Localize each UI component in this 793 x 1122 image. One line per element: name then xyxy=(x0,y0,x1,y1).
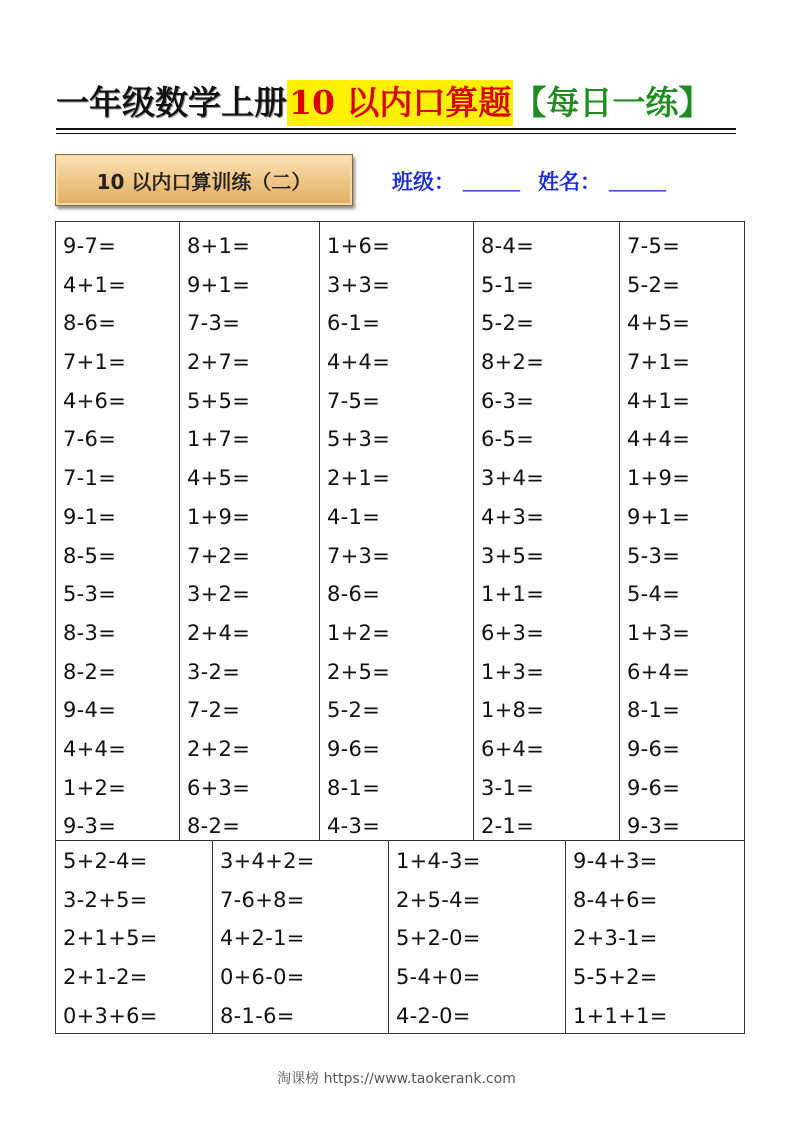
problem-item: 8+2= xyxy=(481,350,545,375)
problem-item: 3-2= xyxy=(187,659,241,684)
problem-item: 4+4= xyxy=(63,736,127,761)
problem-item: 7-2= xyxy=(187,698,241,723)
problem-item: 7+3= xyxy=(327,543,391,568)
problem-item: 1+7= xyxy=(187,427,251,452)
problem-item: 4+2-1= xyxy=(220,926,305,951)
problem-item: 4-1= xyxy=(327,504,381,529)
problem-item: 8-6= xyxy=(327,582,381,607)
problem-item: 7+2= xyxy=(187,543,251,568)
problem-item: 1+4-3= xyxy=(396,849,481,873)
problem-item: 8-3= xyxy=(63,620,117,645)
problem-item: 3+5= xyxy=(481,543,545,568)
problem-item: 6-3= xyxy=(481,388,535,413)
problem-item: 9-6= xyxy=(627,775,681,800)
problem-item: 4+1= xyxy=(63,272,127,297)
problem-item: 1+6= xyxy=(327,234,391,258)
problem-item: 8-1= xyxy=(327,775,381,800)
problem-item: 1+2= xyxy=(63,775,127,800)
problem-item: 9-1= xyxy=(63,504,117,529)
problem-item: 7-5= xyxy=(627,234,681,258)
problem-item: 9+1= xyxy=(187,272,251,297)
problem-column xyxy=(319,222,473,840)
problem-item: 1+1= xyxy=(481,582,545,607)
title-daily-text: 【每日一练】 xyxy=(513,83,712,122)
problem-item: 5-2= xyxy=(627,272,681,297)
problem-item: 9-6= xyxy=(627,736,681,761)
problem-item: 5+3= xyxy=(327,427,391,452)
section-banner xyxy=(55,154,353,206)
problem-item: 7-1= xyxy=(63,466,117,491)
problem-item: 6+3= xyxy=(187,775,251,800)
problem-item: 7+1= xyxy=(63,350,127,375)
problem-item: 1+8= xyxy=(481,698,545,723)
problem-item: 6-1= xyxy=(327,311,381,336)
mixed-operation-problem-table xyxy=(55,840,745,1034)
problem-item: 6+4= xyxy=(627,659,691,684)
problem-item: 2+1= xyxy=(327,466,391,491)
problem-item: 8-4+6= xyxy=(573,887,658,912)
problem-item: 3+4+2= xyxy=(220,849,315,873)
problem-item: 9-4= xyxy=(63,698,117,723)
problem-item: 2+3-1= xyxy=(573,926,658,951)
problem-item: 4+4= xyxy=(327,350,391,375)
problem-item: 8-1-6= xyxy=(220,1003,295,1028)
problem-item: 9-3= xyxy=(627,814,681,839)
problem-column xyxy=(473,222,619,840)
problem-item: 9-6= xyxy=(327,736,381,761)
problem-item: 4+4= xyxy=(627,427,691,452)
problem-column xyxy=(212,841,388,1033)
problem-item: 7-3= xyxy=(187,311,241,336)
problem-item: 5-2= xyxy=(327,698,381,723)
problem-item: 8-1= xyxy=(627,698,681,723)
problem-item: 4+1= xyxy=(627,388,691,413)
problem-item: 1+9= xyxy=(627,466,691,491)
problem-item: 1+1+1= xyxy=(573,1003,668,1028)
problem-item: 4-2-0= xyxy=(396,1003,471,1028)
problem-item: 3+2= xyxy=(187,582,251,607)
title-grade-text: 一年级数学上册 xyxy=(56,83,287,122)
problem-item: 5-2= xyxy=(481,311,535,336)
problem-item: 6-5= xyxy=(481,427,535,452)
problem-item: 3-1= xyxy=(481,775,535,800)
problem-item: 5+5= xyxy=(187,388,251,413)
problem-item: 8-6= xyxy=(63,311,117,336)
problem-item: 2+5-4= xyxy=(396,887,481,912)
footer-watermark: 淘课榜 https://www.taokerank.com xyxy=(277,1071,516,1087)
problem-item: 9-3= xyxy=(63,814,117,839)
problem-item: 4-3= xyxy=(327,814,381,839)
problem-item: 1+3= xyxy=(481,659,545,684)
problem-item: 5-4= xyxy=(627,582,681,607)
problem-item: 1+3= xyxy=(627,620,691,645)
problem-item: 7+1= xyxy=(627,350,691,375)
problem-item: 2+4= xyxy=(187,620,251,645)
problem-item: 1+9= xyxy=(187,504,251,529)
problem-item: 3-2+5= xyxy=(63,887,148,912)
problem-item: 3+3= xyxy=(327,272,391,297)
student-info xyxy=(392,165,684,197)
problem-item: 5-5+2= xyxy=(573,965,658,990)
problem-item: 0+3+6= xyxy=(63,1003,158,1028)
name-blank-field[interactable]: ______ xyxy=(609,170,666,192)
page-title xyxy=(56,80,736,126)
single-operation-problem-table xyxy=(55,221,745,841)
problem-item: 9-7= xyxy=(63,234,117,258)
problem-column xyxy=(388,841,565,1033)
problem-column xyxy=(56,841,212,1033)
problem-item: 2+2= xyxy=(187,736,251,761)
problem-item: 1+2= xyxy=(327,620,391,645)
problem-item: 3+4= xyxy=(481,466,545,491)
problem-item: 8-4= xyxy=(481,234,535,258)
problem-item: 7-6+8= xyxy=(220,887,305,912)
problem-item: 2+5= xyxy=(327,659,391,684)
problem-column xyxy=(179,222,319,840)
problem-column xyxy=(619,222,744,840)
problem-item: 7-5= xyxy=(327,388,381,413)
title-rule-thick xyxy=(56,128,736,130)
name-label: 姓名： xyxy=(538,170,601,194)
problem-column xyxy=(56,222,179,840)
problem-item: 6+3= xyxy=(481,620,545,645)
problem-item: 8-2= xyxy=(63,659,117,684)
problem-item: 9+1= xyxy=(627,504,691,529)
problem-item: 2+7= xyxy=(187,350,251,375)
problem-item: 8+1= xyxy=(187,234,251,258)
problem-item: 2+1+5= xyxy=(63,926,158,951)
problem-item: 2+1-2= xyxy=(63,965,148,990)
title-rule-thin xyxy=(56,133,736,134)
problem-item: 9-4+3= xyxy=(573,849,658,873)
problem-item: 2-1= xyxy=(481,814,535,839)
problem-column xyxy=(565,841,744,1033)
problem-item: 5-3= xyxy=(63,582,117,607)
problem-item: 4+5= xyxy=(187,466,251,491)
problem-item: 5-1= xyxy=(481,272,535,297)
problem-item: 5-4+0= xyxy=(396,965,481,990)
problem-item: 0+6-0= xyxy=(220,965,305,990)
banner-label: 10 以内口算训练（二） xyxy=(96,169,312,194)
problem-item: 8-2= xyxy=(187,814,241,839)
problem-item: 5+2-4= xyxy=(63,849,148,873)
title-highlight-text: 10 以内口算题 xyxy=(287,80,513,126)
class-blank-field[interactable]: ______ xyxy=(463,170,520,192)
problem-item: 5-3= xyxy=(627,543,681,568)
problem-item: 4+3= xyxy=(481,504,545,529)
problem-item: 4+6= xyxy=(63,388,127,413)
problem-item: 8-5= xyxy=(63,543,117,568)
class-label: 班级： xyxy=(392,170,455,194)
problem-item: 6+4= xyxy=(481,736,545,761)
problem-item: 4+5= xyxy=(627,311,691,336)
problem-item: 7-6= xyxy=(63,427,117,452)
problem-item: 5+2-0= xyxy=(396,926,481,951)
